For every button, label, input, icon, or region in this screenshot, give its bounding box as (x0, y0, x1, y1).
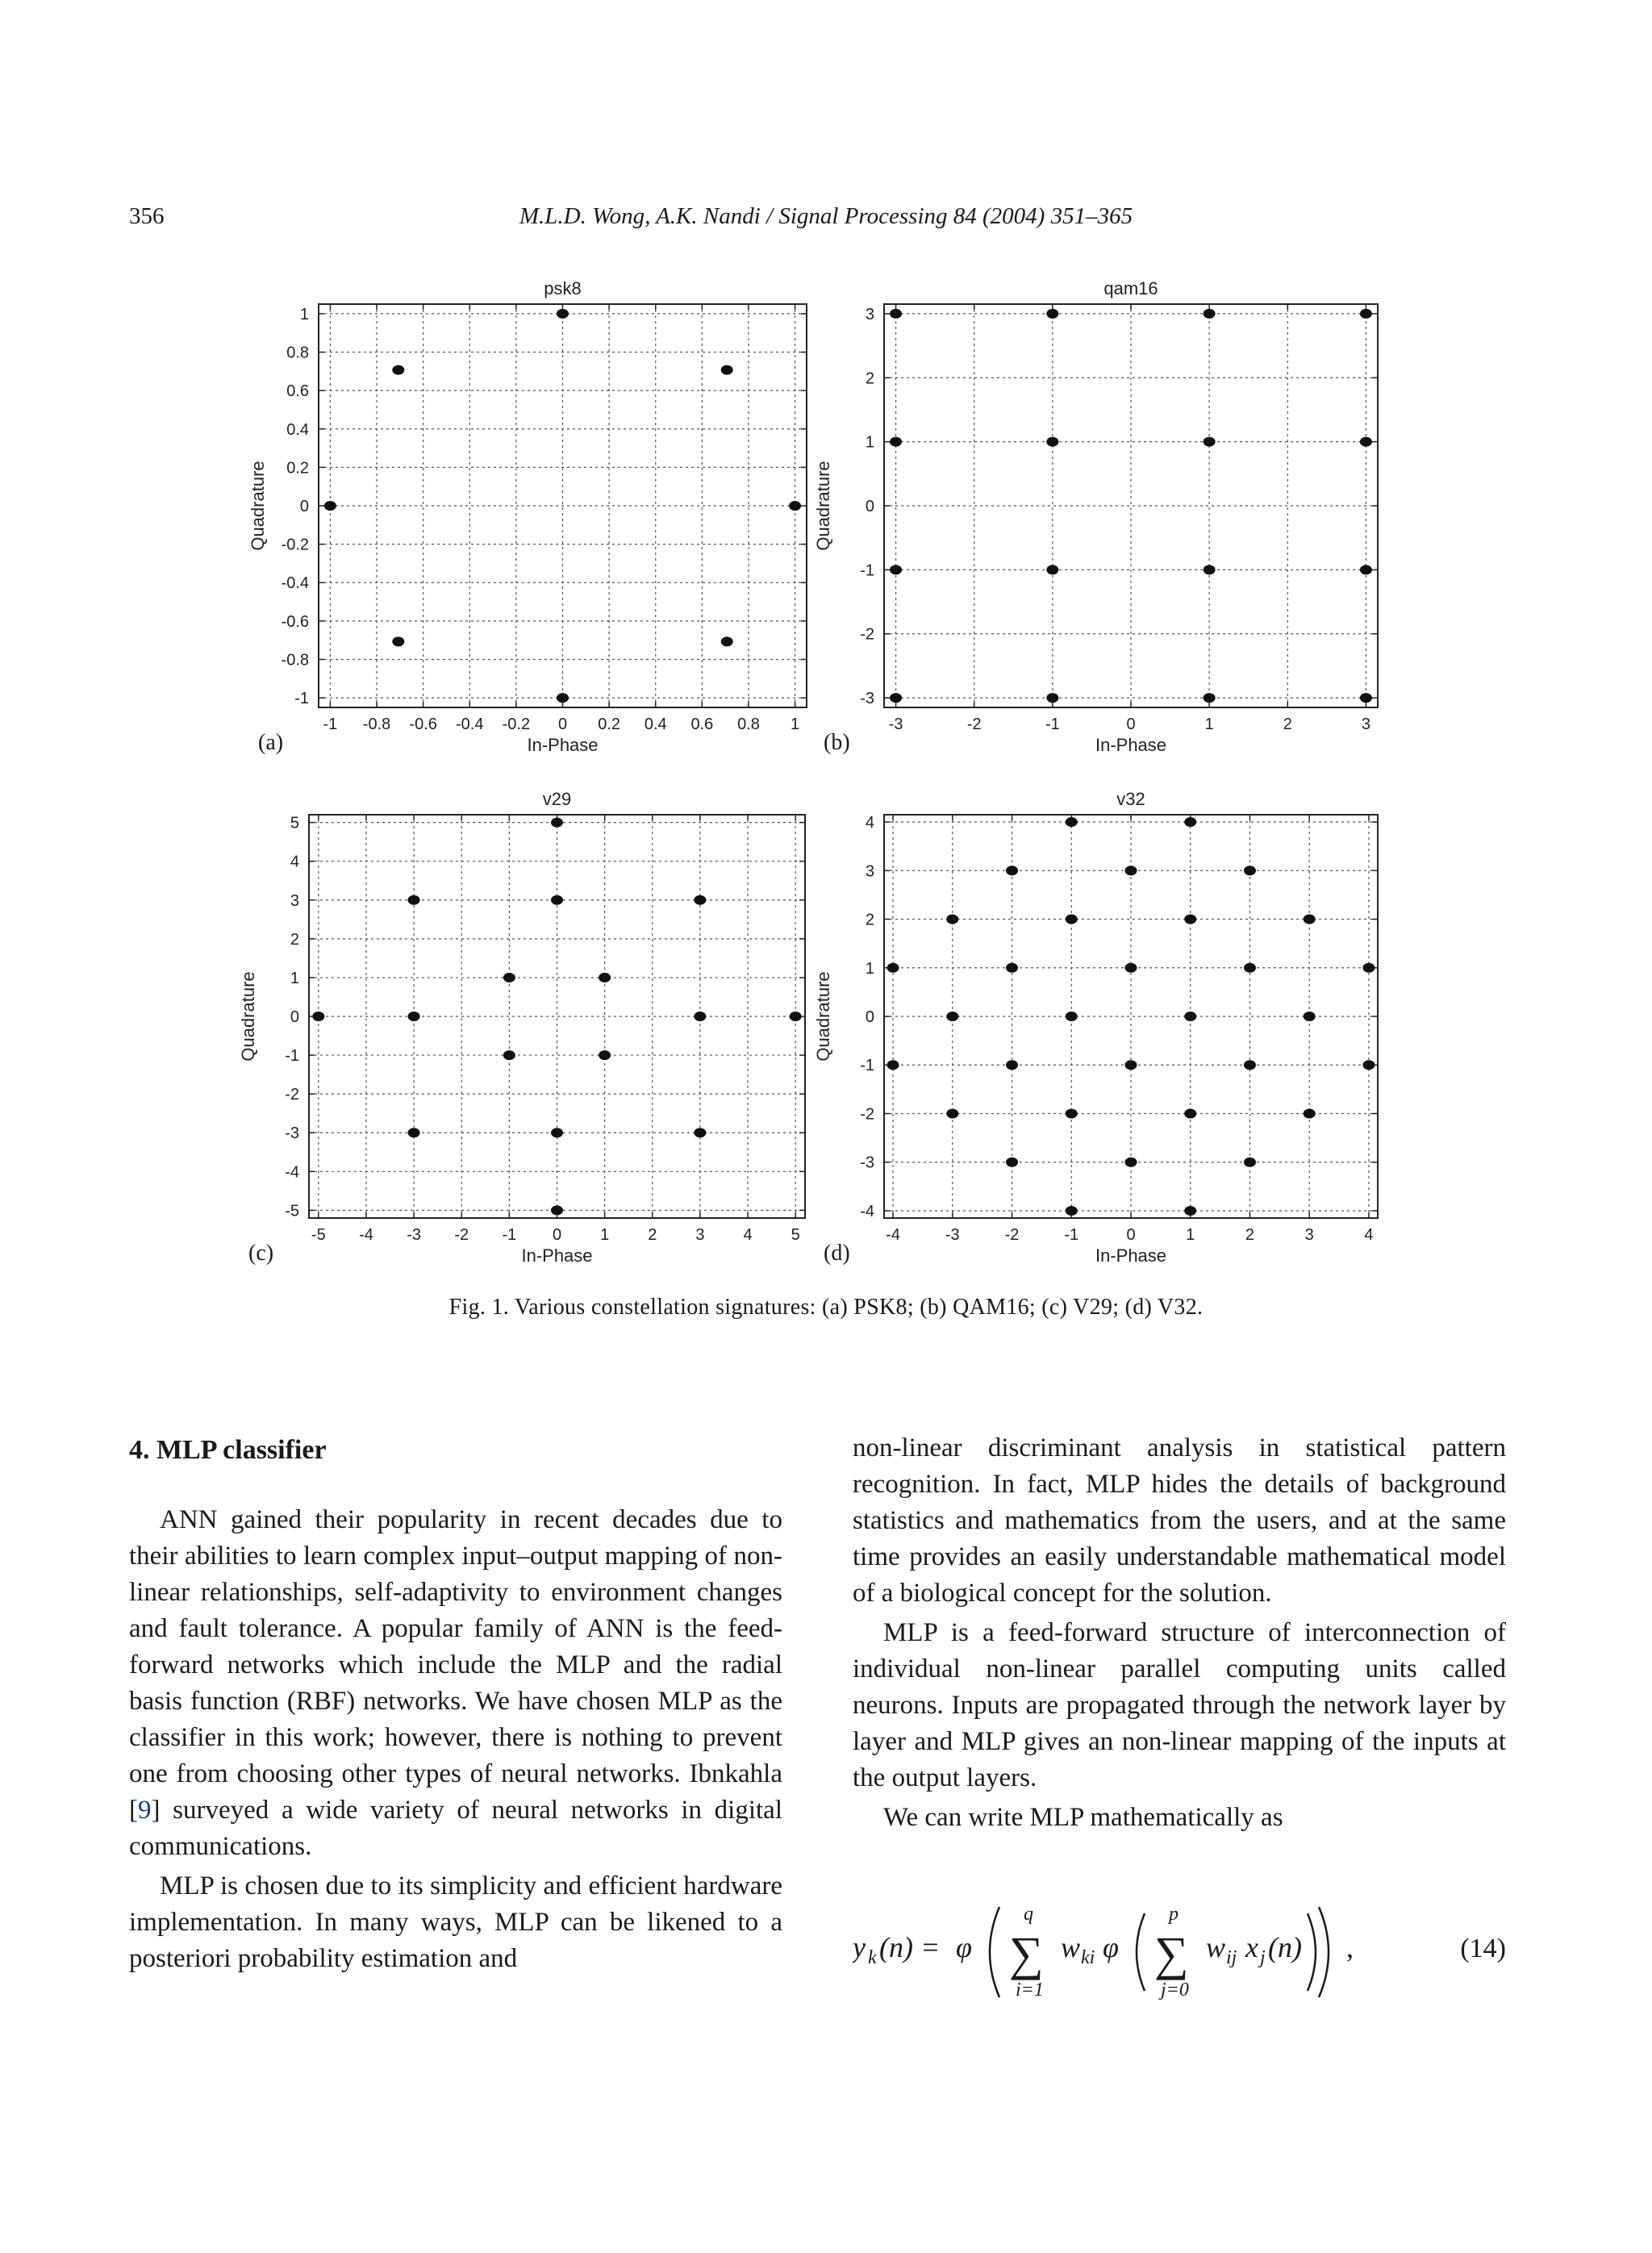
y-tick-label: -0.6 (281, 612, 309, 631)
x-tick-label: -5 (311, 1226, 326, 1244)
constellation-point (551, 895, 563, 905)
equation-number: (14) (1460, 1934, 1506, 1963)
constellation-point (599, 973, 611, 983)
eq-sum2-upper: p (1169, 1904, 1179, 1925)
constellation-point (946, 1108, 958, 1118)
x-tick-label: 1 (1204, 716, 1214, 733)
constellation-point (1046, 309, 1058, 319)
plot-title: v29 (542, 789, 572, 809)
constellation-plot-v32 (813, 789, 1378, 1266)
constellation-point (1184, 817, 1196, 827)
constellation-point (1304, 915, 1316, 924)
eq-paren-open-outer (990, 1907, 999, 1997)
y-tick-label: 0 (299, 498, 309, 515)
x-tick-label: 0 (552, 1226, 562, 1244)
x-tick-label: -4 (886, 1226, 900, 1244)
eq-sum1-upper: q (1024, 1904, 1033, 1925)
eq-sum1-lower: i=1 (1016, 1980, 1044, 2001)
x-tick-label: 3 (1361, 716, 1370, 733)
y-tick-label: -0.2 (281, 536, 309, 554)
constellation-point (1244, 1158, 1256, 1167)
constellation-point (887, 963, 899, 973)
constellation-point (392, 636, 404, 646)
eq-x: x (1245, 1931, 1258, 1963)
y-tick-label: 0 (865, 498, 874, 515)
panel-label: (c) (248, 1241, 274, 1266)
left-column (129, 1432, 782, 1977)
x-tick-label: -0.4 (456, 716, 484, 733)
x-tick-label: 2 (1245, 1226, 1255, 1244)
eq-paren-close-outer (1319, 1907, 1329, 1997)
plot-title: qam16 (1103, 278, 1158, 298)
constellation-point (551, 1128, 563, 1137)
constellation-point (890, 693, 902, 703)
y-tick-label: 2 (865, 911, 874, 929)
constellation-point (557, 309, 569, 319)
y-tick-label: -1 (294, 690, 309, 708)
running-head: M.L.D. Wong, A.K. Nandi / Signal Processing 84 (2004) 351–365 (519, 203, 1133, 229)
plot-title: psk8 (544, 278, 582, 298)
constellation-point (1360, 437, 1372, 447)
y-axis-label: Quadrature (813, 971, 833, 1062)
constellation-point (1244, 963, 1256, 973)
y-axis-label: Quadrature (813, 461, 833, 551)
paragraph-equation-intro: We can write MLP mathematically as (883, 1803, 1283, 1832)
x-tick-label: 5 (791, 1226, 800, 1244)
eq-sum1: ∑ (1009, 1927, 1044, 1980)
x-axis-label: In-Phase (521, 1245, 593, 1266)
y-tick-label: 0 (865, 1008, 874, 1026)
y-tick-label: -3 (285, 1124, 299, 1143)
x-axis-label: In-Phase (1095, 1245, 1167, 1266)
right-column (853, 1430, 1506, 1836)
constellation-point (1066, 1206, 1078, 1216)
x-tick-label: -4 (359, 1226, 373, 1244)
constellation-point (694, 1128, 706, 1137)
y-tick-label: 2 (865, 369, 874, 388)
y-tick-label: -0.8 (281, 651, 309, 670)
x-tick-label: 0 (1126, 1226, 1136, 1244)
x-tick-label: 1 (1186, 1226, 1195, 1244)
constellation-point (1204, 309, 1216, 319)
y-tick-label: 3 (865, 862, 874, 881)
x-tick-label: 0.6 (690, 716, 714, 733)
constellation-point (1046, 693, 1058, 703)
x-tick-label: 2 (1283, 716, 1292, 733)
paragraph-text: ] surveyed a wide variety of neural networks in digital communications. (129, 1796, 782, 1861)
constellation-point (721, 365, 733, 375)
eq-x-arg: (n) (1268, 1931, 1302, 1963)
x-tick-label: 3 (1304, 1226, 1314, 1244)
paragraph-mlp-structure: MLP is a feed-forward structure of interconnection of individual non-linear parallel computing units called neurons. Inputs are propagated through the network layer by layer and MLP gives an non-linear mapping of the inputs at the output layers. (853, 1618, 1506, 1792)
x-tick-label: -1 (502, 1226, 517, 1244)
y-tick-label: 0.4 (286, 420, 309, 439)
eq-comma: , (1346, 1931, 1354, 1963)
constellation-point (551, 1205, 563, 1215)
x-axis-label: In-Phase (1095, 735, 1167, 755)
constellation-point (721, 636, 733, 646)
eq-w1-sub: ki (1081, 1947, 1095, 1968)
constellation-point (551, 818, 563, 828)
eq-x-sub: j (1260, 1947, 1266, 1968)
panel-label: (a) (258, 730, 284, 755)
constellation-point (946, 915, 958, 924)
y-axis-label: Quadrature (248, 461, 268, 551)
x-tick-label: -1 (1064, 1226, 1079, 1244)
x-axis-label: In-Phase (527, 735, 599, 755)
x-tick-label: 0 (1126, 716, 1136, 733)
constellation-point (503, 973, 515, 983)
x-tick-label: -3 (407, 1226, 421, 1244)
y-tick-label: 1 (865, 433, 874, 452)
constellation-point (887, 1060, 899, 1070)
x-tick-label: -1 (323, 716, 338, 733)
citation-link[interactable]: 9 (138, 1796, 152, 1825)
x-tick-label: -2 (1004, 1226, 1020, 1244)
eq-paren-close-inner (1308, 1913, 1316, 1991)
equation-14 (853, 1880, 1506, 2025)
constellation-point (1006, 1158, 1018, 1167)
y-tick-label: -5 (285, 1202, 299, 1220)
constellation-point (1204, 565, 1216, 574)
y-tick-label: 2 (290, 930, 299, 949)
y-tick-label: -0.4 (281, 574, 309, 593)
panel-label: (b) (824, 730, 850, 755)
constellation-point (1184, 1206, 1196, 1216)
page-number: 356 (129, 203, 165, 229)
x-tick-label: 1 (600, 1226, 610, 1244)
y-tick-label: 4 (290, 853, 299, 871)
constellation-point (1125, 1060, 1137, 1070)
y-tick-label: 3 (865, 305, 874, 323)
plot-title: v32 (1116, 789, 1145, 809)
y-tick-label: -3 (860, 1154, 874, 1172)
page-header (129, 203, 1523, 239)
y-tick-label: -2 (860, 625, 874, 644)
y-tick-label: -1 (285, 1047, 299, 1066)
constellation-point (1184, 1108, 1196, 1118)
x-tick-label: -3 (945, 1226, 960, 1244)
y-tick-label: 1 (299, 305, 309, 323)
constellation-point (946, 1012, 958, 1021)
y-axis-label: Quadrature (238, 971, 258, 1062)
constellation-point (1244, 1060, 1256, 1070)
y-tick-label: -1 (860, 561, 874, 580)
eq-phi-outer: φ (956, 1931, 972, 1963)
constellation-point (789, 501, 801, 511)
eq-w2-sub: ij (1226, 1947, 1237, 1968)
constellation-point (694, 1012, 706, 1021)
paragraph-mlp-chosen: MLP is chosen due to its simplicity and efficient hardware implementation. In many ways, MLP can be likened to a posteriori probability estimation and (129, 1871, 782, 1973)
x-tick-label: -0.2 (502, 716, 531, 733)
x-tick-label: -2 (966, 716, 982, 733)
paragraph-ann (129, 1502, 782, 1865)
eq-w1: w (1061, 1931, 1081, 1963)
constellation-point (1006, 1060, 1018, 1070)
x-tick-label: -2 (454, 1226, 469, 1244)
constellation-point (1046, 437, 1058, 447)
eq-lhs-arg: (n) = (879, 1931, 941, 1963)
eq-lhs-y: y (853, 1931, 866, 1963)
constellation-point (1006, 963, 1018, 973)
x-tick-label: 0 (557, 716, 568, 733)
constellation-point (1125, 963, 1137, 973)
x-tick-label: -0.8 (362, 716, 391, 733)
figure-caption: Fig. 1. Various constellation signatures: (a) PSK8; (b) QAM16; (c) V29; (d) V32. (448, 1295, 1204, 1320)
constellation-point (557, 693, 569, 703)
constellation-point (408, 1128, 420, 1137)
x-tick-label: 4 (1364, 1226, 1374, 1244)
constellation-point (1046, 565, 1058, 574)
constellation-point (408, 895, 420, 905)
constellation-point (1125, 866, 1137, 875)
y-tick-label: 1 (865, 959, 874, 978)
constellation-point (1304, 1012, 1316, 1021)
constellation-point (890, 437, 902, 447)
y-tick-label: 4 (865, 814, 874, 832)
constellation-point (1204, 437, 1216, 447)
constellation-point (1066, 915, 1078, 924)
constellation-point (1006, 866, 1018, 875)
constellation-point (890, 565, 902, 574)
y-tick-label: -4 (285, 1163, 299, 1182)
eq-lhs-sub: k (868, 1947, 877, 1968)
y-tick-label: 0.8 (286, 344, 309, 362)
constellation-point (1244, 866, 1256, 875)
x-tick-label: 0.4 (644, 716, 667, 733)
eq-w2: w (1206, 1931, 1226, 1963)
eq-phi-inner: φ (1103, 1931, 1119, 1963)
x-tick-label: 2 (648, 1226, 657, 1244)
constellation-point (1204, 693, 1216, 703)
constellation-point (1362, 1060, 1375, 1070)
y-tick-label: -4 (860, 1202, 874, 1220)
eq-sum2-lower: j=0 (1161, 1980, 1189, 2001)
constellation-point (1360, 693, 1372, 703)
constellation-point (599, 1050, 611, 1060)
paragraph-continued: non-linear discriminant analysis in statistical pattern recognition. In fact, MLP hides the details of background statistics and mathematics from the users, and at the same time provides an easily understandable mathematical model of a biological concept for the solution. (853, 1433, 1506, 1608)
constellation-point (503, 1050, 515, 1060)
paragraph-text: ANN gained their popularity in recent decades due to their abilities to learn complex input–output mapping of non-linear relationships, self-adaptivity to environment changes and fault tolerance. A popular family of ANN is the feed-forward networks which include the MLP and the radial basis function (RBF) networks. We have chosen MLP as the classifier in this work; however, there is nothing to prevent one from choosing other types of neural networks. Ibnkahla [ (129, 1505, 782, 1825)
eq-paren-open-inner (1137, 1913, 1145, 1991)
constellation-point (324, 501, 336, 511)
constellation-point (1362, 963, 1375, 973)
constellation-point (1304, 1108, 1316, 1118)
x-tick-label: 1 (791, 716, 800, 733)
constellation-point (890, 309, 902, 319)
panel-label: (d) (824, 1241, 850, 1266)
y-tick-label: 3 (290, 891, 299, 910)
constellation-point (1066, 1012, 1078, 1021)
y-tick-label: -2 (285, 1086, 299, 1104)
eq-sum2: ∑ (1154, 1927, 1189, 1980)
constellation-plot-qam16 (813, 278, 1378, 755)
constellation-point (1125, 1158, 1137, 1167)
figure-1 (0, 266, 1652, 1283)
x-tick-label: -0.6 (409, 716, 437, 733)
y-tick-label: 0.2 (286, 459, 309, 478)
x-tick-label: 0.8 (737, 716, 760, 733)
constellation-point (1360, 309, 1372, 319)
constellation-point (790, 1012, 802, 1021)
y-tick-label: 5 (290, 814, 299, 832)
x-tick-label: -3 (888, 716, 903, 733)
constellation-plot-psk8 (248, 278, 807, 755)
constellation-plot-v29 (238, 789, 805, 1266)
constellation-point (392, 365, 404, 375)
y-tick-label: -2 (860, 1105, 874, 1124)
y-tick-label: -1 (860, 1057, 874, 1075)
section-heading: 4. MLP classifier (129, 1435, 327, 1465)
y-tick-label: 0 (290, 1008, 299, 1026)
constellation-point (1360, 565, 1372, 574)
y-tick-label: 0.6 (286, 382, 309, 401)
y-tick-label: 1 (290, 969, 299, 987)
constellation-point (694, 895, 706, 905)
constellation-point (1066, 1108, 1078, 1118)
constellation-point (1066, 817, 1078, 827)
x-tick-label: 4 (743, 1226, 753, 1244)
constellation-point (312, 1012, 324, 1021)
constellation-point (408, 1012, 420, 1021)
constellation-point (1184, 1012, 1196, 1021)
x-tick-label: -1 (1045, 716, 1060, 733)
constellation-point (1184, 915, 1196, 924)
x-tick-label: 0.2 (598, 716, 621, 733)
y-tick-label: -3 (860, 690, 874, 708)
x-tick-label: 3 (695, 1226, 705, 1244)
